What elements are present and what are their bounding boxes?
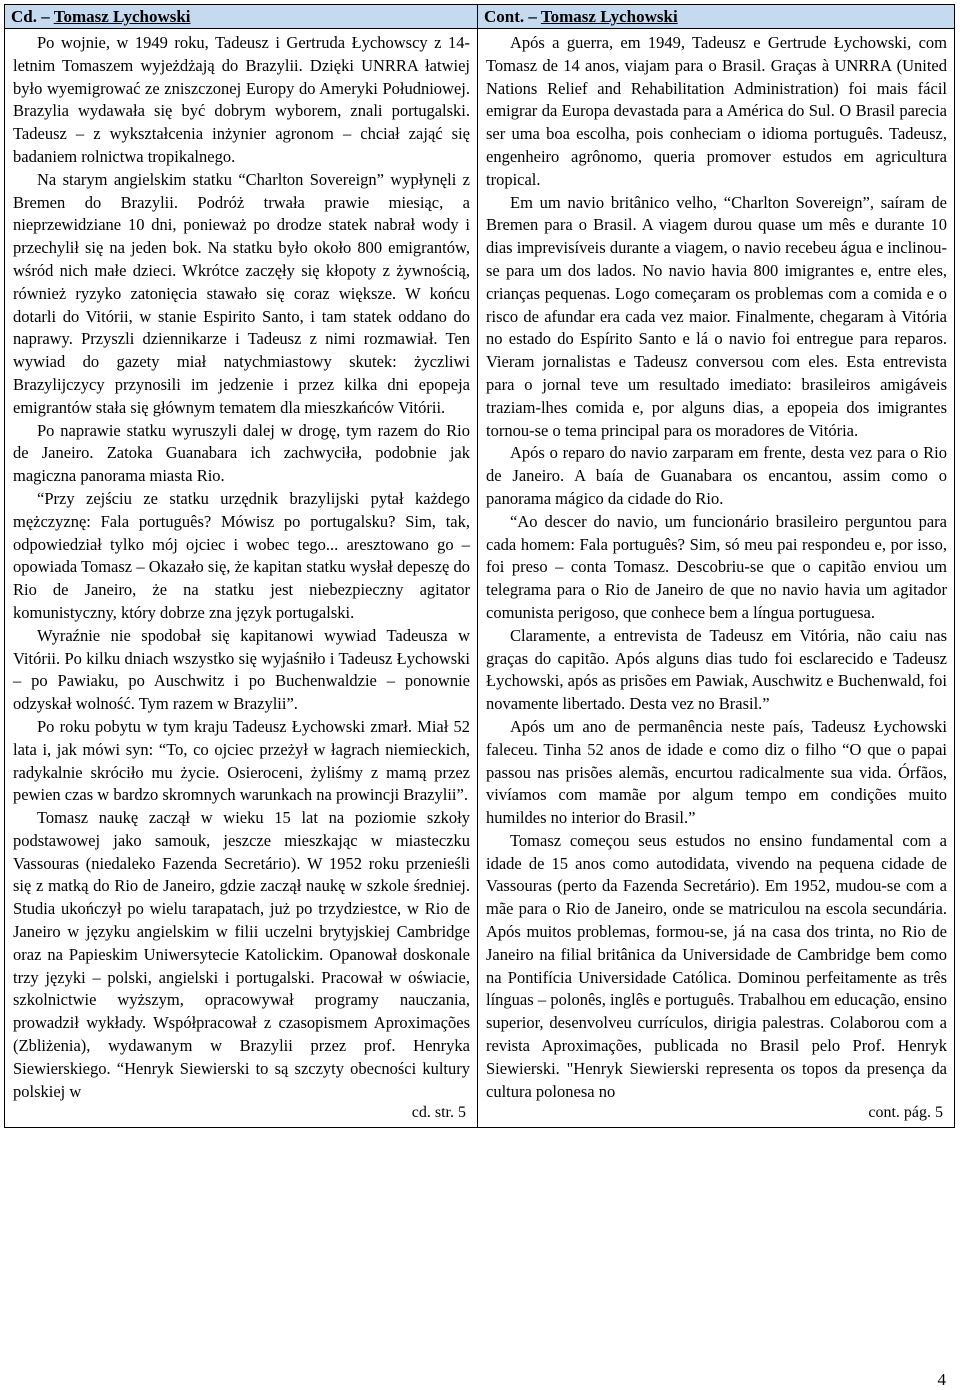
paragraph: Wyraźnie nie spodobał się kapitanowi wywiad Tadeusza w Vitórii. Po kilku dniach wszystko się wyjaśniło i Tadeusz Łychowski – po Pawiaku, po Auschwitz i po Buchenwaldzie – ponownie odzyskał wolność. Tym razem w Brazylii”.	[13, 625, 470, 714]
portuguese-column-header	[478, 5, 954, 29]
page-number: 4	[937, 1370, 946, 1389]
paragraph: Em um navio britânico velho, “Charlton Sovereign”, saíram de Bremen para o Brasil. A viagem durou quase um mês e durante 10 dias imprevisíveis durante a viagem, o navio recebeu água e inclinou-se para um dos lados. No navio havia 800 imigrantes e, entre eles, crianças pequenas. Logo começaram os problemas com a comida e o risco de afundar era cada vez maior. Finalmente, chegaram à Vitória no estado do Espírito Santo e lá o navio foi entregue para reparos. Vieram jornalistas e Tadeusz conversou com eles. Esta entrevista para o jornal teve um resultado imediato: brasileiros amigáveis traziam-lhes comida e, por alguns dias, a epopeia dos imigrantes tornou-se o tema principal para os moradores de Vitória.	[486, 192, 947, 440]
portuguese-article-body	[478, 29, 954, 1127]
header-prefix: Cont. –	[484, 7, 541, 26]
header-name: Tomasz Lychowski	[53, 7, 191, 26]
paragraph: Po roku pobytu w tym kraju Tadeusz Łychowski zmarł. Miał 52 lata i, jak mówi syn: “To, co ojciec przeżył w łagrach niemieckich, radykalnie skróciło mu życie. Osieroceni, żyliśmy z mamą przez pewien czas w bardzo skromnych warunkach na prowincji Brazylii”.	[13, 716, 470, 805]
two-column-table	[4, 4, 955, 1128]
paragraph: Po wojnie, w 1949 roku, Tadeusz i Gertruda Łychowscy z 14-letnim Tomaszem wyjeżdżają do Brazylii. Dzięki UNRRA łatwiej było wyemigrować ze zniszczonej Europy do Ameryki Południowej. Brazylia wydawała się być dobrym wyborem, znali portugalski. Tadeusz – z wykształcenia inżynier agronom – chciał zająć się badaniem rolnictwa tropikalnego.	[13, 33, 470, 166]
paragraph: Na starym angielskim statku “Charlton Sovereign” wypłynęli z Bremen do Brazylii. Podróż trwała prawie miesiąc, a nieprzewidziane 10 dni, ponieważ po drodze statek nabrał wody i przechylił się na jeden bok. Na statku było około 800 emigrantów, wśród nich małe dzieci. Wkrótce zaczęły się kłopoty z żywnością, również ryzyko zatonięcia stawało się coraz większe. W końcu dotarli do Vitórii, w stanie Espirito Santo, i tam statek oddano do naprawy. Przyszli dziennikarze i Tadeusz z nimi rozmawiał. Ten wywiad do gazety miał natychmiastowy skutek: życzliwi Brazylijczycy przynosili im jedzenie i przez kilka dni epopeja emigrantów stała się głównym tematem dla mieszkańców Vitórii.	[13, 169, 470, 417]
paragraph: Tomasz naukę zaczął w wieku 15 lat na poziomie szkoły podstawowej jako samouk, jeszcze mieszkając w miasteczku Vassouras (niedaleko Fazenda Secretário). W 1952 roku przenieśli się z matką do Rio de Janeiro, gdzie zaczął naukę w szkole średniej. Studia ukończył po wielu tarapatach, już po trzydziestce, w Rio de Janeiro w języku angielskim w filii uczelni brytyjskiej Cambridge oraz na Papieskim Uniwersytecie Katolickim. Opanował doskonale trzy języki – polski, angielski i portugalski. Pracował w oświacie, szkolnictwie wyższym, opracowywał programy nauczania, prowadził wykłady. Współpracował z czasopismem Aproximações (Zbliżenia), wydawanym w Brazylii przez prof. Henryka Siewierskiego. “Henryk Siewierski to są szczyty obecności kultury polskiej w	[13, 808, 470, 1101]
header-name: Tomasz Lychowski	[540, 7, 678, 26]
paragraph: Após o reparo do navio zarparam em frente, desta vez para o Rio de Janeiro. A baía de Guanabara os encantou, assim como o panorama mágico da cidade do Rio.	[486, 443, 947, 508]
paragraph: Tomasz começou seus estudos no ensino fundamental com a idade de 15 anos como autodidata, vivendo na pequena cidade de Vassouras (perto da Fazenda Secretário). Em 1952, mudou-se com a mãe para o Rio de Janeiro, onde se matriculou na escola secundária. Após muitos problemas, formou-se, já na casa dos trinta, no Rio de Janeiro na filial britânica da Universidade de Cambridge bem como na Pontifícia Universidade Católica. Dominou perfeitamente as três línguas – polonês, inglês e português. Trabalhou em educação, ensino superior, desenvolveu currículos, dirigia palestras. Colaborou com a revista Aproximações, publicada no Brasil pelo Prof. Henryk Siewierski. "Henryk Siewierski representa os topos da presença da cultura polonesa no	[486, 830, 947, 1101]
paragraph: Claramente, a entrevista de Tadeusz em Vitória, não caiu nas graças do capitão. Após alguns dias tudo foi esclarecido e Tadeusz Łychowski, após as prisões em Pawiak, Auschwitz e Buchenwald, foi novamente libertado. Desta vez no Brasil.”	[486, 625, 947, 714]
continuation-note: cd. str. 5	[411, 1104, 466, 1122]
paragraph: Após um ano de permanência neste país, Tadeusz Łychowski faleceu. Tinha 52 anos de idade e como diz o filho “O que o papai passou nas prisões alemãs, encurtou radicalmente sua vida. Órfãos, vivíamos com mamãe por algum tempo em condições muito humildes no interior do Brasil.”	[486, 716, 947, 828]
header-prefix: Cd. –	[11, 7, 54, 26]
paragraph: “Ao descer do navio, um funcionário brasileiro perguntou para cada homem: Fala português? Sim, só meu pai respondeu e, por isso, foi preso – conta Tomasz. Descobriu-se que o capitão enviou um telegrama para o Rio de Janeiro de que no navio havia um agitador comunista perigoso, que conhece bem a língua portuguesa.	[486, 511, 947, 622]
paragraph: Após a guerra, em 1949, Tadeusz e Gertrude Łychowski, com Tomasz de 14 anos, viajam para o Brasil. Graças à UNRRA (United Nations Relief and Rehabilitation Administration) foi mais fácil emigrar da Europa devastada para a América do Sul. O Brasil parecia ser uma boa escolha, pois conheciam o idioma português. Tadeusz, engenheiro agrônomo, queria promover estudos em agricultura tropical.	[486, 33, 947, 189]
polish-article-body	[5, 29, 477, 1127]
polish-column-header	[5, 5, 477, 29]
paragraph: Po naprawie statku wyruszyli dalej w drogę, tym razem do Rio de Janeiro. Zatoka Guanabara ich zachwyciła, podobnie jak magiczna panorama miasta Rio.	[13, 420, 470, 486]
continuation-note: cont. pág. 5	[868, 1104, 943, 1122]
paragraph: “Przy zejściu ze statku urzędnik brazylijski pytał każdego mężczyznę: Fala português? Mówisz po portugalsku? Sim, tak, odpowiedział tylko mój ojciec i wobec tego... aresztowano go – opowiada Tomasz – Okazało się, że kapitan statku wysłał depeszę do Rio de Janeiro, że na statku jest niebezpieczny agitator komunistyczny, który dobrze zna język portugalski.	[13, 488, 470, 622]
newsletter-page	[4, 4, 954, 1128]
portuguese-column	[478, 5, 955, 1128]
polish-column	[5, 5, 478, 1128]
